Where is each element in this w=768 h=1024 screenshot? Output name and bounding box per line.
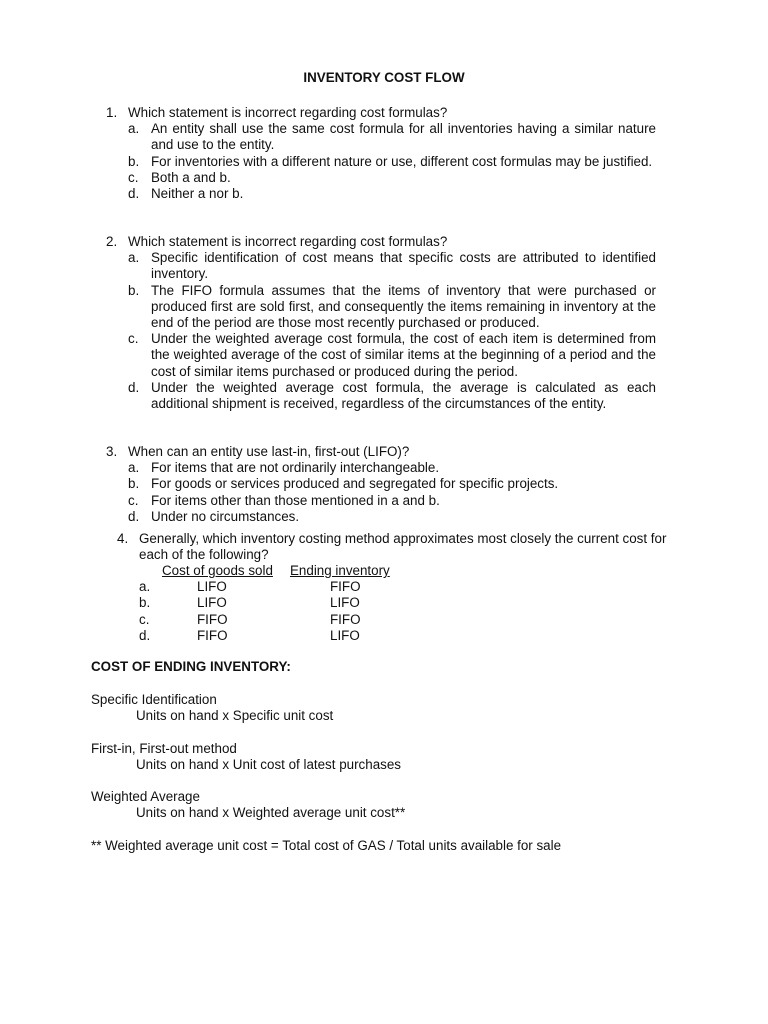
option [128, 283, 656, 332]
option-letter: b. [128, 282, 140, 298]
cell-cogs: LIFO [197, 595, 227, 611]
question-2 [106, 234, 656, 412]
header-ending-inventory: Ending inventory [290, 563, 390, 578]
question-4 [117, 531, 679, 563]
method-formula: Units on hand x Weighted average unit cost** [136, 805, 406, 821]
method-fifo [91, 741, 401, 773]
method-formula: Units on hand x Unit cost of latest purchases [136, 757, 401, 773]
option-letter: c. [128, 169, 139, 185]
table-row [139, 595, 390, 611]
cell-cogs: FIFO [197, 611, 228, 627]
option [128, 380, 656, 412]
option-text: For goods or services produced and segregated for specific projects. [151, 476, 559, 492]
option-letter: d. [128, 379, 140, 395]
option-letter: a. [128, 460, 140, 476]
option [128, 509, 656, 525]
option-text: The FIFO formula assumes that the items of inventory that were purchased or produced first are sold first, and consequently the items remaining in inventory at the end of the period are those most recently purchased or produced. [151, 282, 656, 331]
option [128, 476, 656, 492]
row-letter: d. [139, 627, 151, 643]
option [128, 186, 656, 202]
cell-ending: FIFO [330, 611, 361, 627]
row-letter: c. [139, 611, 150, 627]
method-formula: Units on hand x Specific unit cost [136, 708, 334, 724]
method-weighted-average [91, 789, 405, 821]
option-letter: b. [128, 476, 140, 492]
option-text: Both a and b. [151, 169, 231, 185]
answer-table [139, 563, 390, 644]
question-3 [106, 444, 656, 525]
option-text: Under no circumstances. [151, 508, 300, 524]
cell-ending: LIFO [330, 595, 360, 611]
option [128, 250, 656, 282]
option-letter: d. [128, 186, 140, 202]
option-letter: a. [128, 250, 140, 266]
option-text: An entity shall use the same cost formula for all inventories having a similar nature and use to the entity. [151, 121, 656, 153]
question-1 [106, 105, 656, 202]
option [128, 460, 656, 476]
option-text: For items that are not ordinarily interchangeable. [151, 460, 440, 476]
option-text: Specific identification of cost means that specific costs are attributed to identified inventory. [151, 250, 656, 282]
question-text: When can an entity use last-in, first-out (LIFO)? [128, 444, 410, 459]
option-letter: a. [128, 121, 140, 137]
option-letter: b. [128, 153, 140, 169]
option-letter: d. [128, 508, 140, 524]
header-cogs: Cost of goods sold [162, 563, 273, 578]
question-number: 3. [106, 444, 118, 459]
question-number: 4. [117, 531, 129, 546]
option-letter: c. [128, 331, 139, 347]
table-row [139, 628, 390, 644]
method-name: Specific Identification [91, 692, 217, 707]
section-heading: COST OF ENDING INVENTORY: [91, 659, 291, 674]
option [128, 121, 656, 153]
table-header [139, 563, 390, 579]
question-text: Which statement is incorrect regarding cost formulas? [128, 234, 448, 249]
option-text: For items other than those mentioned in a and b. [151, 492, 440, 508]
cell-ending: FIFO [330, 579, 361, 595]
cell-cogs: LIFO [197, 579, 227, 595]
option-text: Under the weighted average cost formula, the cost of each item is determined from the weighted average of the cost of similar items at the beginning of a period and the cost of similar items purchased or produced during the period. [151, 331, 656, 379]
question-number: 1. [106, 105, 118, 120]
table-row [139, 612, 390, 628]
table-row [139, 579, 390, 595]
option [128, 170, 656, 186]
method-specific-identification [91, 692, 333, 724]
footnote: ** Weighted average unit cost = Total cost of GAS / Total units available for sale [91, 838, 562, 853]
option-letter: c. [128, 492, 139, 508]
cell-cogs: FIFO [197, 627, 228, 643]
cell-ending: LIFO [330, 627, 360, 643]
option [128, 154, 656, 170]
row-letter: a. [139, 579, 151, 595]
method-name: First-in, First-out method [91, 741, 237, 756]
option [128, 331, 656, 380]
option-text: Under the weighted average cost formula, the average is calculated as each additional shipment is received, regardless of the circumstances of the entity. [151, 379, 656, 412]
option-text: For inventories with a different nature or use, different cost formulas may be justified. [151, 153, 653, 169]
option-text: Neither a nor b. [151, 186, 244, 202]
document-title: INVENTORY COST FLOW [303, 70, 465, 85]
question-number: 2. [106, 234, 118, 249]
question-text: Which statement is incorrect regarding cost formulas? [128, 105, 448, 120]
option [128, 493, 656, 509]
row-letter: b. [139, 595, 151, 611]
method-name: Weighted Average [91, 789, 200, 804]
question-text: Generally, which inventory costing method approximates most closely the current cost for each of the following? [139, 531, 667, 563]
